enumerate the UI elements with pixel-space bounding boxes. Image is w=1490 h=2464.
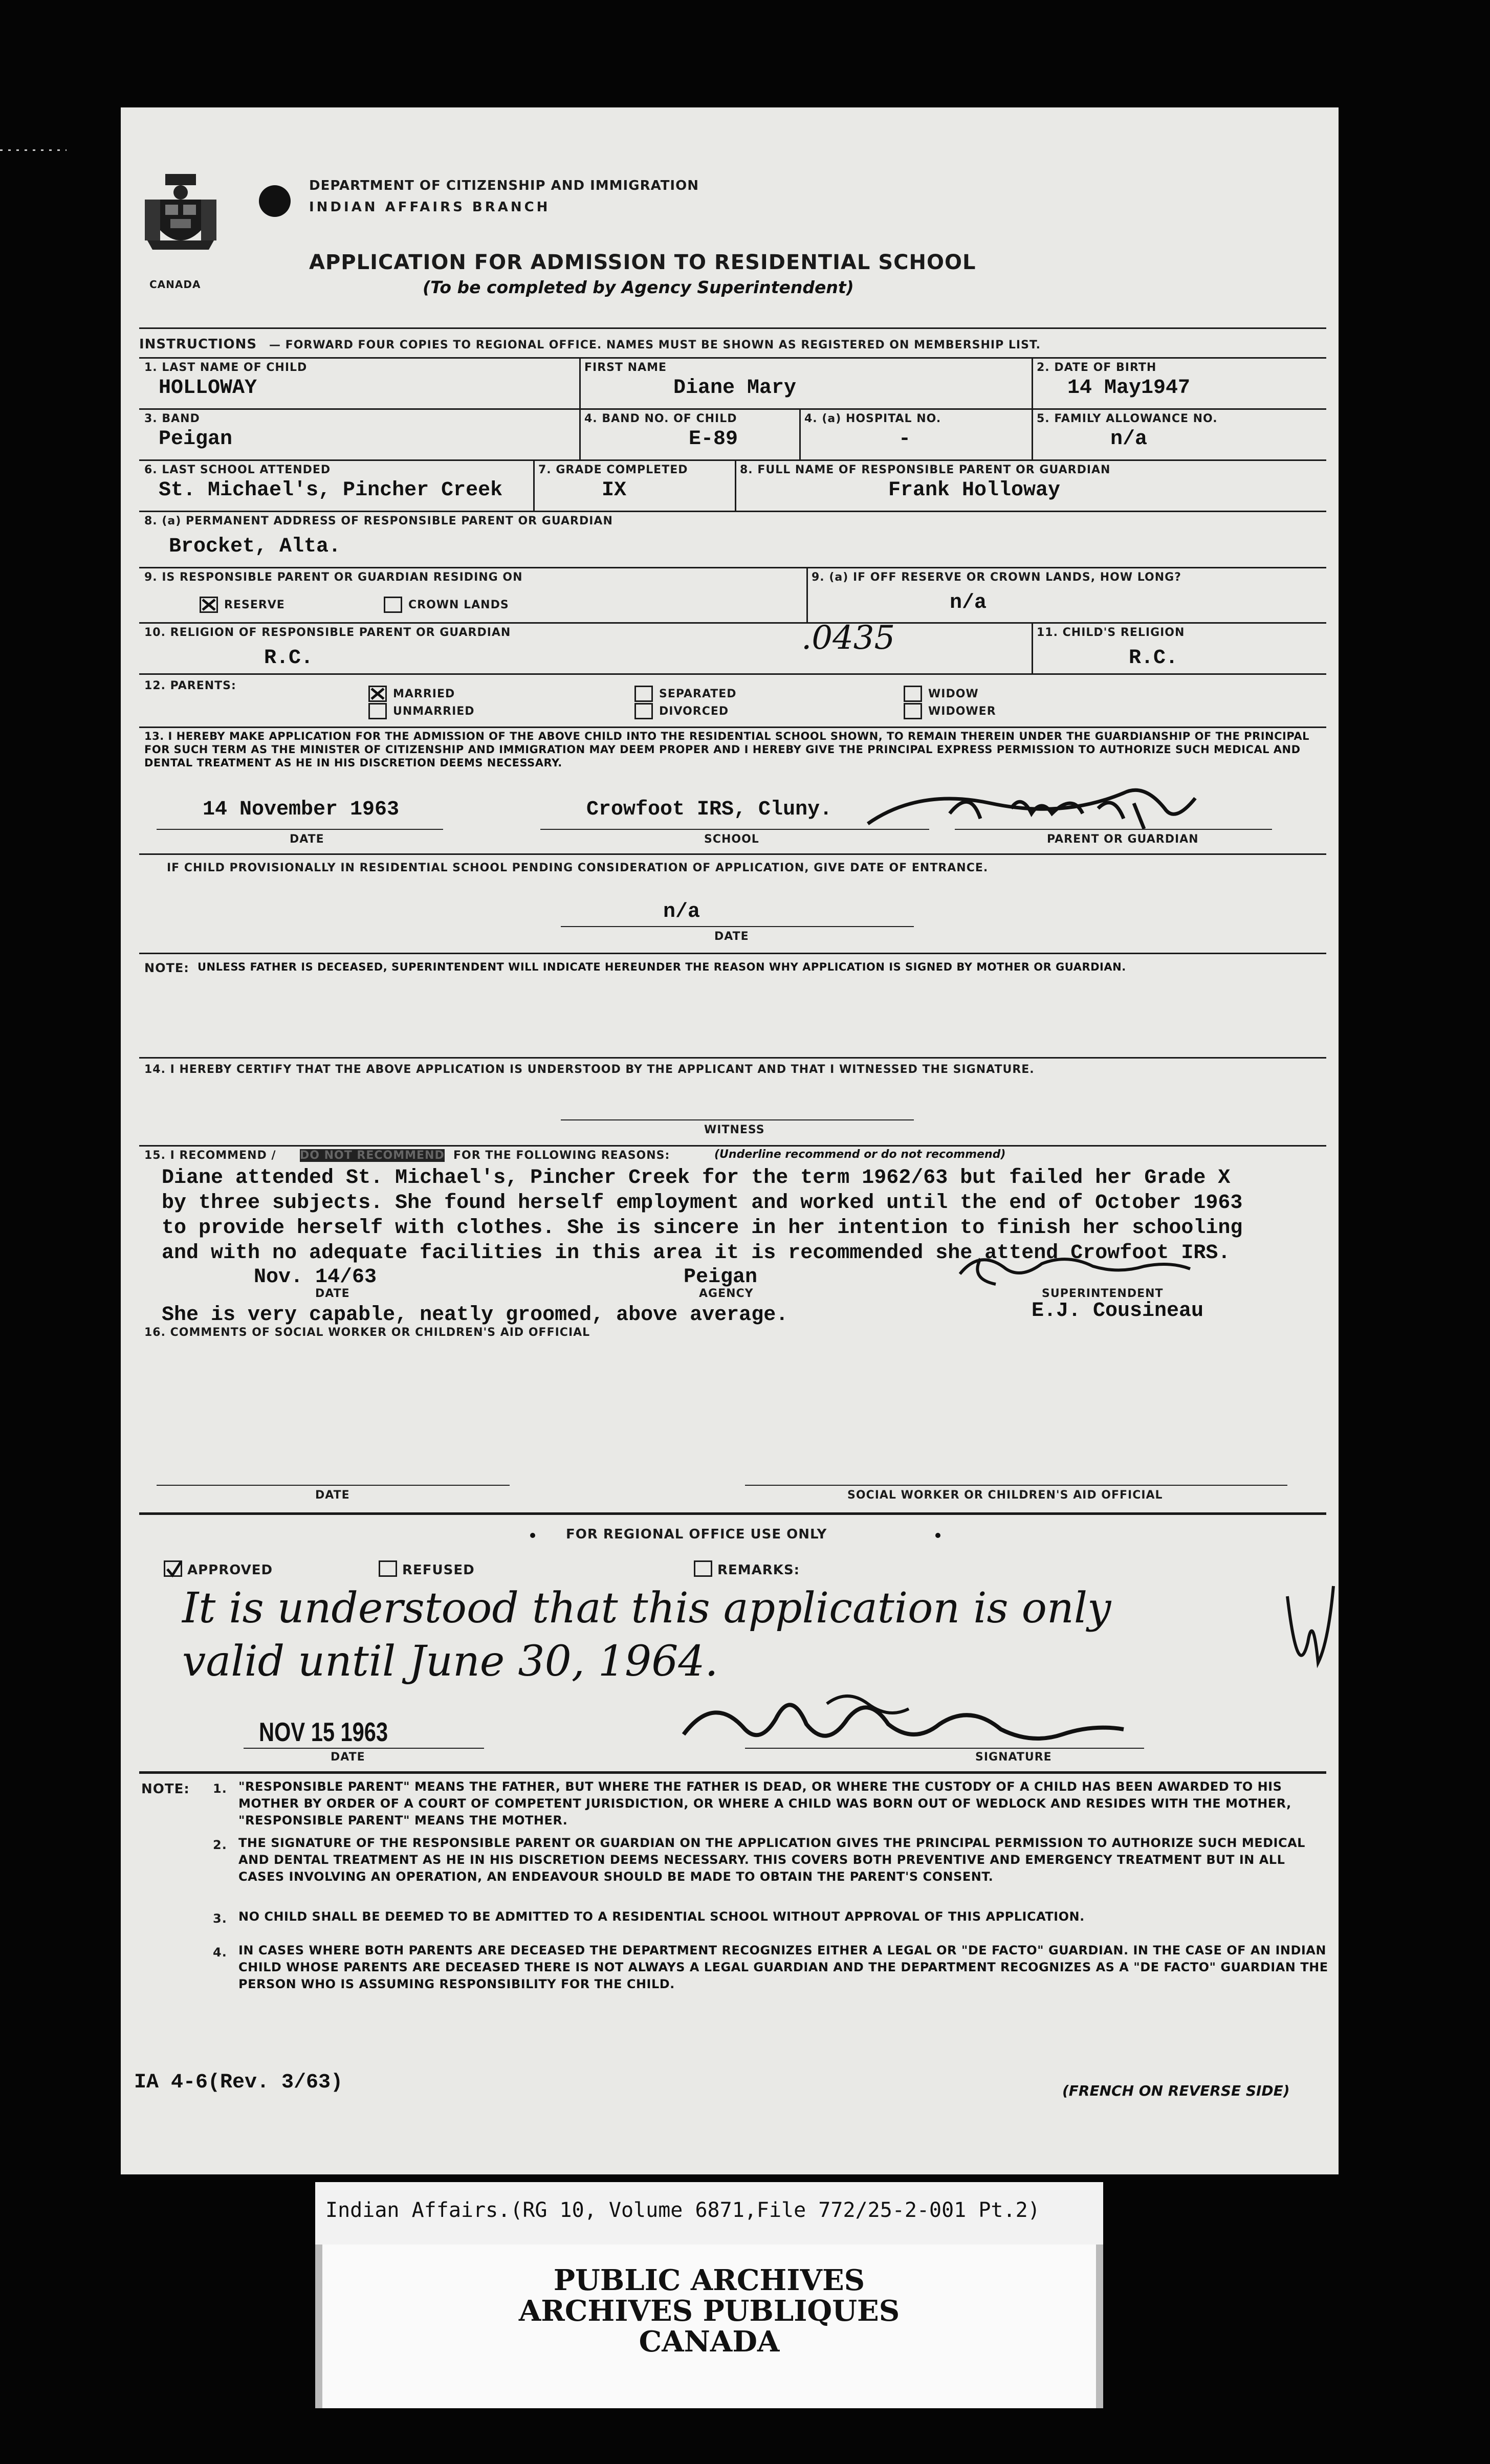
bullet-icon	[530, 1533, 535, 1538]
application-statement: 13. I HEREBY MAKE APPLICATION FOR THE ADMISSION OF THE ABOVE CHILD INTO THE RESIDENTIAL SCHOOL SHOWN, TO REMAIN THEREIN UNDER THE GUARDIANSHIP OF THE PRINCIPAL FOR SUCH TERM AS THE MINISTER OF CITIZENSHIP AND IMMIGRATION MAY DEEM PROPER AND I HEREBY GIVE THE PRINCIPAL EXPRESS PERMISSION TO AUTHORIZE SUCH MEDICAL AND DENTAL TREATMENT AS HE IN HIS DISCRETION DEEMS NECESSARY.	[144, 730, 1309, 769]
off-reserve-label: 9. (a) IF OFF RESERVE OR CROWN LANDS, HOW LONG?	[812, 571, 1181, 584]
grade-label: 7. GRADE COMPLETED	[538, 464, 688, 476]
archive-reference-label	[315, 2182, 1103, 2245]
form-number: IA 4-6(Rev. 3/63)	[134, 2071, 343, 2094]
signature-label: SIGNATURE	[975, 1751, 1052, 1764]
divorced-label: DIVORCED	[659, 705, 729, 718]
comments-label: 16. COMMENTS OF SOCIAL WORKER OR CHILDREN'S AID OFFICIAL	[144, 1326, 590, 1339]
department-name: DEPARTMENT OF CITIZENSHIP AND IMMIGRATION	[309, 178, 699, 193]
band-no-label: 4. BAND NO. OF CHILD	[584, 412, 737, 425]
checkmark-icon	[201, 598, 216, 611]
unmarried-checkbox[interactable]	[368, 703, 387, 719]
reasons-label: FOR THE FOLLOWING REASONS:	[453, 1149, 670, 1162]
refused-checkbox[interactable]	[379, 1560, 397, 1577]
crown-lands-label: CROWN LANDS	[408, 599, 509, 611]
band-value: Peigan	[159, 428, 233, 451]
rule	[139, 357, 1326, 359]
approver-signature-icon	[673, 1673, 1185, 1755]
agency-value: Peigan	[684, 1266, 758, 1289]
unmarried-label: UNMARRIED	[393, 705, 475, 718]
comments-value: She is very capable, neatly groomed, above average.	[162, 1304, 788, 1327]
remark-handwritten-line-1: It is understood that this application is only	[182, 1584, 1111, 1633]
address-value: Brocket, Alta.	[169, 535, 341, 558]
comments-date-label: DATE	[315, 1489, 350, 1502]
residing-label: 9. IS RESPONSIBLE PARENT OR GUARDIAN RESIDING ON	[144, 571, 523, 584]
recommend-label: 15. I RECOMMEND /	[144, 1149, 276, 1162]
widower-checkbox[interactable]	[904, 703, 922, 719]
note-3-number: 3.	[213, 1911, 227, 1926]
checkmark-icon	[370, 687, 385, 700]
remark-handwritten-line-2: valid until June 30, 1964.	[182, 1637, 718, 1686]
married-checkbox[interactable]	[368, 686, 387, 702]
dob-label: 2. DATE OF BIRTH	[1037, 361, 1157, 374]
provisional-value: n/a	[663, 900, 700, 923]
scan-speckle	[0, 149, 67, 151]
regional-office-header: FOR REGIONAL OFFICE USE ONLY	[566, 1527, 827, 1542]
archives-line-1: PUBLIC ARCHIVES	[553, 2263, 865, 2297]
crown-lands-checkbox[interactable]	[384, 597, 402, 613]
canada-coat-of-arms-icon	[142, 174, 219, 271]
note-2-number: 2.	[213, 1838, 227, 1852]
note-1-text: "RESPONSIBLE PARENT" MEANS THE FATHER, BUT WHERE THE FATHER IS DEAD, OR WHERE THE CUSTODY OF A CHILD HAS BEEN AWARDED TO HIS MOTHER BY ORDER OF A COURT OF COMPETENT JURISDICTION, OR WHERE A CHILD WAS BORN OUT OF WEDLOCK AND RESIDES WITH THE MOTHER, "RESPONSIBLE PARENT" MEANS THE MOTHER.	[238, 1779, 1291, 1828]
first-name-label: FIRST NAME	[584, 361, 667, 374]
remarks-label: REMARKS:	[717, 1563, 800, 1578]
superintendent-label: SUPERINTENDENT	[1042, 1287, 1164, 1300]
archive-reference: Indian Affairs.(RG 10, Volume 6871,File 772/25-2-001 Pt.2)	[325, 2198, 1040, 2222]
file-number: .0435	[801, 619, 895, 657]
certify-text: 14. I HEREBY CERTIFY THAT THE ABOVE APPLICATION IS UNDERSTOOD BY THE APPLICANT AND THAT I WITNESSED THE SIGNATURE.	[144, 1063, 1035, 1076]
separated-checkbox[interactable]	[634, 686, 653, 702]
handwritten-mark-icon	[1282, 1581, 1339, 1683]
note-father-text: UNLESS FATHER IS DECEASED, SUPERINTENDENT WILL INDICATE HEREUNDER THE REASON WHY APPLICATION IS SIGNED BY MOTHER OR GUARDIAN.	[198, 961, 1126, 973]
recommend-line-3: to provide herself with clothes. She is sincere in her intention to finish her schooling	[162, 1217, 1243, 1240]
archives-line-2: ARCHIVES PUBLIQUES	[518, 2294, 900, 2328]
instructions-text: — FORWARD FOUR COPIES TO REGIONAL OFFICE. NAMES MUST BE SHOWN AS REGISTERED ON MEMBERSHIP LIST.	[269, 339, 1041, 351]
hospital-no-label: 4. (a) HOSPITAL NO.	[804, 412, 941, 425]
child-religion-value: R.C.	[1129, 647, 1178, 670]
widower-label: WIDOWER	[928, 705, 996, 718]
dob-value: 14 May1947	[1067, 377, 1191, 400]
note-3-text: NO CHILD SHALL BE DEEMED TO BE ADMITTED TO A RESIDENTIAL SCHOOL WITHOUT APPROVAL OF THIS APPLICATION.	[238, 1909, 1085, 1924]
rule	[139, 327, 1326, 329]
do-not-recommend-struck: DO NOT RECOMMEND	[300, 1149, 445, 1162]
reserve-checkbox[interactable]	[200, 597, 218, 613]
branch-name: INDIAN AFFAIRS BRANCH	[309, 200, 551, 215]
last-name-label: 1. LAST NAME OF CHILD	[144, 361, 308, 374]
refused-label: REFUSED	[402, 1563, 475, 1578]
note-2-text: THE SIGNATURE OF THE RESPONSIBLE PARENT OR GUARDIAN ON THE APPLICATION GIVES THE PRINCIPAL PERMISSION TO AUTHORIZE SUCH MEDICAL AND DENTAL TREATMENT AS HE IN HIS DISCRETION DEEMS NECESSARY. THIS COVERS BOTH PREVENTIVE AND EMERGENCY TREATMENT BUT IN ALL CASES INVOLVING AN OPERATION, AN ENDEAVOUR SHOULD BE MADE TO OBTAIN THE PARENT'S CONSENT.	[238, 1836, 1305, 1884]
notes-label: NOTE:	[141, 1781, 190, 1797]
provisional-date-label: DATE	[714, 930, 749, 943]
band-no-value: E-89	[689, 428, 738, 451]
first-name-value: Diane Mary	[673, 377, 797, 400]
received-stamp-date: NOV 15 1963	[259, 1718, 388, 1747]
punch-hole	[259, 185, 291, 217]
bullet-icon	[935, 1533, 940, 1538]
note-label: NOTE:	[144, 961, 189, 975]
child-religion-label: 11. CHILD'S RELIGION	[1037, 626, 1185, 639]
recommend-line-2: by three subjects. She found herself employment and worked until the end of October 1963	[162, 1192, 1243, 1215]
instructions-label: INSTRUCTIONS	[139, 337, 257, 352]
provisional-text: IF CHILD PROVISIONALLY IN RESIDENTIAL SCHOOL PENDING CONSIDERATION OF APPLICATION, GIVE DATE OF ENTRANCE.	[167, 862, 989, 874]
off-reserve-value: n/a	[950, 591, 987, 614]
parents-label: 12. PARENTS:	[144, 679, 236, 692]
reserve-label: RESERVE	[224, 599, 285, 611]
note-4-text: IN CASES WHERE BOTH PARENTS ARE DECEASED THE DEPARTMENT RECOGNIZES EITHER A LEGAL OR "DE FACTO" GUARDIAN. IN THE CASE OF AN INDIAN CHILD WHOSE PARENTS ARE DECEASED THERE IS NOT ALWAYS A LEGAL GUARDIAN AND THE DEPARTMENT RECOGNIZES AS A "DE FACTO" GUARDIAN THE PERSON WHO IS ASSUMING RESPONSIBILITY FOR THE CHILD.	[238, 1943, 1328, 1991]
witness-label: WITNESS	[704, 1124, 765, 1136]
family-allowance-label: 5. FAMILY ALLOWANCE NO.	[1037, 412, 1218, 425]
grade-value: IX	[602, 479, 627, 502]
application-date-value: 14 November 1963	[203, 798, 400, 821]
form-subtitle: (To be completed by Agency Superintendent)	[423, 277, 854, 297]
french-reverse-note: (FRENCH ON REVERSE SIDE)	[1062, 2082, 1290, 2099]
underline-hint: (Underline recommend or do not recommend)	[714, 1148, 1006, 1161]
school-value: Crowfoot IRS, Cluny.	[586, 798, 832, 821]
widow-checkbox[interactable]	[904, 686, 922, 702]
application-form	[121, 107, 1339, 2174]
approved-checkbox[interactable]	[164, 1560, 182, 1577]
last-school-value: St. Michael's, Pincher Creek	[159, 479, 503, 502]
hospital-no-value: -	[899, 428, 911, 451]
approved-label: APPROVED	[187, 1563, 273, 1578]
archives-line-3: CANADA	[639, 2325, 780, 2359]
official-label: SOCIAL WORKER OR CHILDREN'S AID OFFICIAL	[847, 1489, 1163, 1502]
family-allowance-value: n/a	[1110, 428, 1148, 451]
separated-label: SEPARATED	[659, 688, 737, 700]
band-label: 3. BAND	[144, 412, 200, 425]
parent-religion-value: R.C.	[264, 647, 314, 670]
school-label: SCHOOL	[704, 833, 759, 846]
parent-signature-icon	[858, 778, 1226, 839]
form-title: APPLICATION FOR ADMISSION TO RESIDENTIAL SCHOOL	[309, 251, 976, 274]
application-date-label: DATE	[290, 833, 324, 846]
note-1-number: 1.	[213, 1781, 227, 1796]
divorced-checkbox[interactable]	[634, 703, 653, 719]
country-label: CANADA	[149, 278, 201, 291]
address-label: 8. (a) PERMANENT ADDRESS OF RESPONSIBLE PARENT OR GUARDIAN	[144, 515, 613, 527]
agency-label: AGENCY	[699, 1287, 754, 1300]
recommend-date-label: DATE	[315, 1287, 350, 1300]
recommend-line-1: Diane attended St. Michael's, Pincher Creek for the term 1962/63 but failed her Grade X	[162, 1167, 1231, 1190]
widow-label: WIDOW	[928, 688, 979, 700]
superintendent-signature-icon	[950, 1238, 1216, 1294]
parent-guardian-label: PARENT OR GUARDIAN	[1047, 833, 1199, 846]
parent-religion-label: 10. RELIGION OF RESPONSIBLE PARENT OR GUARDIAN	[144, 626, 511, 639]
superintendent-name: E.J. Cousineau	[1032, 1300, 1204, 1323]
checkmark-icon	[165, 1562, 183, 1577]
married-label: MARRIED	[393, 688, 455, 700]
last-name-value: HOLLOWAY	[159, 377, 257, 400]
note-4-number: 4.	[213, 1945, 227, 1960]
recommend-line-4: and with no adequate facilities in this area it is recommended she attend Crowfoot IRS.	[162, 1242, 1231, 1265]
recommend-date-value: Nov. 14/63	[254, 1266, 377, 1289]
remarks-checkbox[interactable]	[694, 1560, 712, 1577]
regional-date-label: DATE	[331, 1751, 365, 1764]
last-school-label: 6. LAST SCHOOL ATTENDED	[144, 464, 331, 476]
parent-name-label: 8. FULL NAME OF RESPONSIBLE PARENT OR GUARDIAN	[740, 464, 1111, 476]
public-archives-stamp	[315, 2245, 1103, 2408]
parent-name-value: Frank Holloway	[888, 479, 1061, 502]
